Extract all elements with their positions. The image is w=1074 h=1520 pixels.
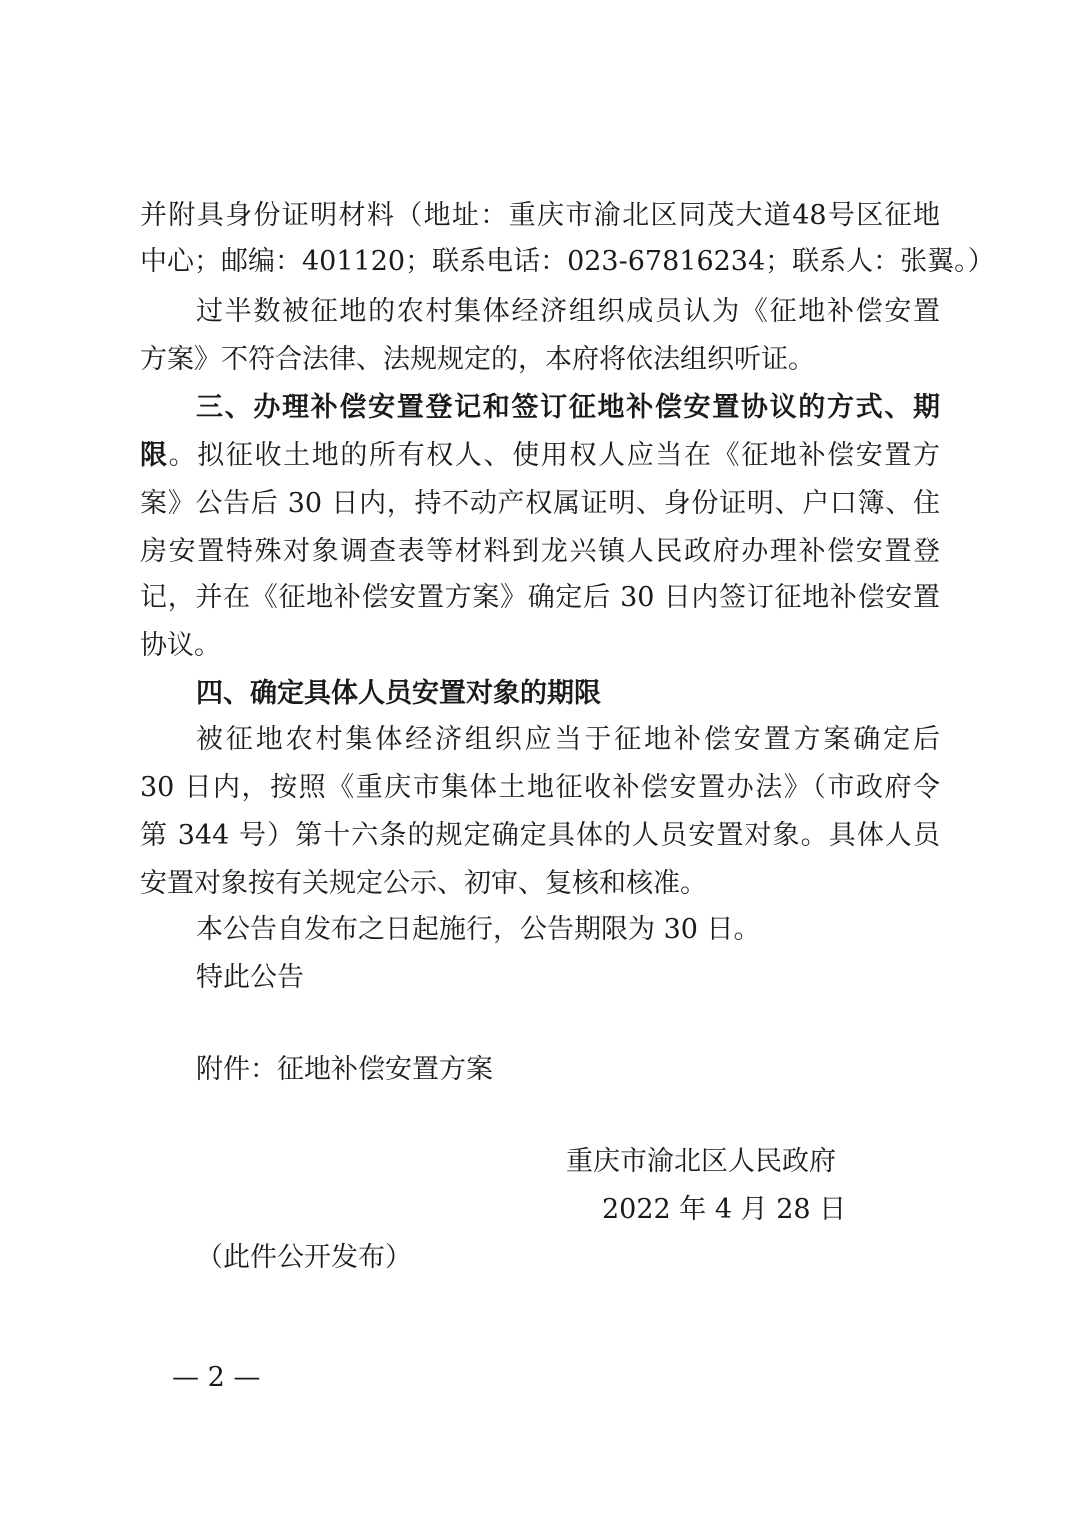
body-line-14: 本公告自发布之日起施行，公告期限为 30 日。 [196,914,761,945]
body-line-12: 第 344 号）第十六条的规定确定具体的人员安置对象。具体人员 [140,820,940,851]
body-line-6: 案》公告后 30 日内，持不动产权属证明、身份证明、户口簿、住 [140,488,940,519]
page-number: — 2 — [172,1362,261,1393]
publish-note: （此件公开发布） [196,1242,412,1273]
attachment-line: 附件：征地补偿安置方案 [196,1054,493,1085]
section-3-text: 。拟征收土地的所有权人、使用权人应当在《征地补偿安置方 [168,440,941,471]
body-line-5 [140,438,940,474]
section-3-heading-tail: 限 [140,440,169,471]
signature-org: 重庆市渝北区人民政府 [566,1146,836,1177]
body-line-9: 协议。 [140,630,221,661]
body-line-2: 中心；邮编：401120；联系电话：023-67816234；联系人：张翼。） [140,246,995,277]
body-line-13: 安置对象按有关规定公示、初审、复核和核准。 [140,868,707,899]
body-line-7: 房安置特殊对象调查表等材料到龙兴镇人民政府办理补偿安置登 [140,536,940,567]
body-line-4: 方案》不符合法律、法规规定的，本府将依法组织听证。 [140,344,815,375]
body-line-11: 30 日内，按照《重庆市集体土地征收补偿安置办法》（市政府令 [140,772,940,803]
body-line-10: 被征地农村集体经济组织应当于征地补偿安置方案确定后 [196,724,940,755]
signature-date: 2022 年 4 月 28 日 [602,1194,847,1225]
section-4-heading: 四、确定具体人员安置对象的期限 [196,678,601,709]
body-line-1: 并附具身份证明材料（地址：重庆市渝北区同茂大道48号区征地 [140,200,940,231]
closing-phrase: 特此公告 [196,962,304,993]
body-line-3: 过半数被征地的农村集体经济组织成员认为《征地补偿安置 [196,296,940,327]
section-3-heading: 三、办理补偿安置登记和签订征地补偿安置协议的方式、期 [196,392,940,423]
body-line-8: 记，并在《征地补偿安置方案》确定后 30 日内签订征地补偿安置 [140,582,940,613]
